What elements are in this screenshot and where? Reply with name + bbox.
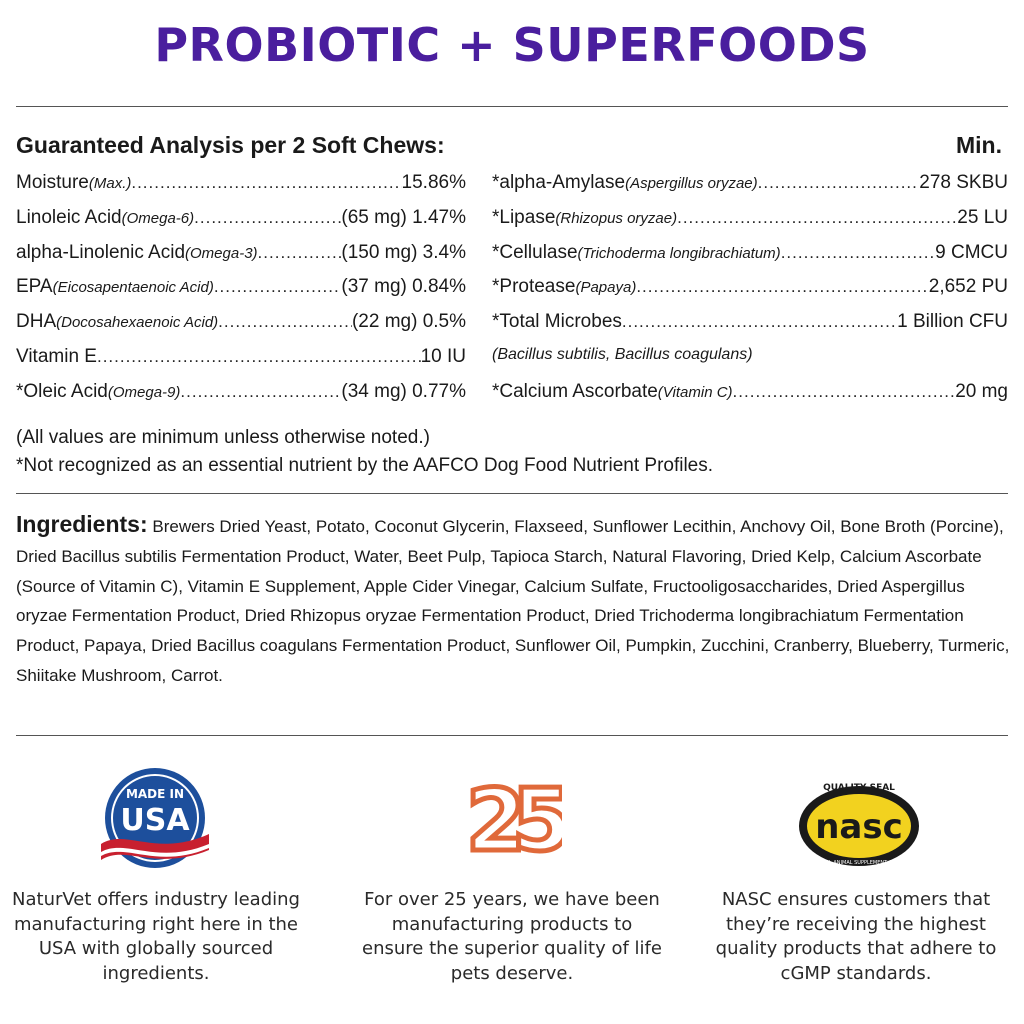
analysis-row: [492, 311, 1008, 346]
nutrient-value: 278 SKBU: [919, 172, 1008, 193]
nutrient-name: Linoleic Acid: [16, 206, 122, 228]
nutrient-name: *Oleic Acid: [16, 380, 108, 402]
divider: [16, 735, 1008, 736]
nasc-quality-seal: [796, 778, 922, 875]
note-minimum: (All values are minimum unless otherwise noted.): [16, 427, 430, 448]
nutrient-value: 10 IU: [420, 345, 466, 367]
nasc-caption: NASC ensures customers that they’re receiving the highest quality products that adhere to cGMP standards.: [715, 889, 997, 984]
analysis-row: [492, 381, 1008, 416]
nutrient-name: *alpha-Amylase: [492, 172, 626, 193]
usa-text: USA: [120, 803, 190, 838]
nutrient-value: (22 mg) 0.5%: [351, 311, 466, 333]
leader-dots: [758, 173, 920, 193]
leader-dots: [218, 312, 352, 332]
nasc-text: nasc: [815, 807, 903, 847]
leader-dots: [131, 173, 401, 193]
microbe-species: (Bacillus subtilis, Bacillus coagulans): [492, 345, 753, 363]
analysis-row: [492, 276, 1008, 311]
analysis-row: [16, 346, 466, 381]
nutrient-qualifier: (Eicosapentaenoic Acid): [52, 279, 214, 297]
nutrient-value: 1 Billion CFU: [897, 311, 1008, 333]
ingredients-text: Brewers Dried Yeast, Potato, Coconut Glycerin, Flaxseed, Sunflower Lecithin, Anchovy Oil, Bone Broth (Porcine), Dried Bacillus subtilis Fermentation Product, Water, Beet Pulp, Tapioca Starch, Natural Flavoring, Dried Kelp, Calcium Ascorbate (Source of Vitamin C), Vitamin E Supplement, Apple Cider Vinegar, Calcium Sulfate, Fructooligosaccharides, Dried Aspergillus oryzae Fermentation Product, Dried Rhizopus oryzae Fermentation Product, Dried Trichoderma longibrachiatum Fermentation Product, Papaya, Dried Bacillus coagulans Fermentation Product, Sunflower Oil, Pumpkin, Zucchini, Cranberry, Blueberry, Turmeric, Shiitake Mushroom, Carrot.: [16, 517, 1010, 685]
leader-dots: [214, 277, 342, 297]
ingredients-block: [16, 510, 1012, 691]
analysis-row: [16, 207, 466, 242]
nutrient-value: 2,652 PU: [928, 276, 1008, 298]
leader-dots: [677, 208, 957, 228]
analysis-row: [492, 242, 1008, 277]
note-aafco: *Not recognized as an essential nutrient by the AAFCO Dog Food Nutrient Profiles.: [16, 455, 714, 476]
analysis-row: [16, 276, 466, 311]
nutrient-value: 20 mg: [955, 380, 1008, 402]
leader-dots: [636, 277, 928, 297]
analysis-row: [16, 381, 466, 416]
25-years-badge: [462, 760, 562, 875]
analysis-row: [492, 172, 1008, 207]
nutrient-name: DHA: [16, 311, 57, 333]
years-number: 25: [466, 771, 558, 870]
nutrient-value: (37 mg) 0.84%: [341, 276, 466, 298]
nutrient-qualifier: (Docosahexaenoic Acid): [56, 314, 219, 332]
analysis-row: [16, 311, 466, 346]
nutrient-name: *Lipase: [492, 206, 556, 228]
min-label: Min.: [956, 132, 1002, 158]
leader-dots: [180, 382, 341, 402]
nutrient-name: *Calcium Ascorbate: [492, 380, 658, 402]
nutrient-value: 15.86%: [401, 172, 466, 193]
nutrient-qualifier: (Trichoderma longibrachiatum): [577, 244, 781, 262]
nutrient-name: EPA: [16, 276, 53, 298]
divider: [16, 106, 1008, 107]
analysis-left-column: [16, 172, 466, 416]
nutrient-value: 9 CMCU: [935, 241, 1008, 263]
leader-dots: [258, 243, 342, 263]
nasc-council-text: NATIONAL ANIMAL SUPPLEMENT COUNCIL: [806, 860, 912, 866]
nutrient-name: *Total Microbes: [492, 311, 622, 333]
leader-dots: [97, 347, 421, 367]
made-in-usa-badge: [96, 766, 214, 879]
usa-caption: NaturVet offers industry leading manufacturing right here in the USA with globally sourced ingredients.: [12, 889, 300, 984]
nutrient-value: (34 mg) 0.77%: [341, 380, 466, 402]
nutrient-value: (65 mg) 1.47%: [341, 206, 466, 228]
leader-dots: [194, 208, 341, 228]
nutrient-qualifier: (Rhizopus oryzae): [555, 209, 678, 227]
nutrient-value: 25 LU: [957, 206, 1008, 228]
quality-seal-text: QUALITY SEAL: [823, 783, 895, 793]
nutrient-name: Moisture: [16, 172, 89, 193]
nutrient-value: (150 mg) 3.4%: [341, 241, 466, 263]
nutrient-name: Vitamin E: [16, 345, 97, 367]
analysis-row: [16, 172, 466, 207]
nasc-seal-icon: [796, 778, 922, 870]
leader-dots: [622, 312, 897, 332]
analysis-heading: Guaranteed Analysis per 2 Soft Chews:: [16, 132, 445, 158]
page-title: PROBIOTIC + SUPERFOODS: [154, 18, 870, 72]
nutrient-qualifier: (Max.): [88, 175, 132, 192]
nutrient-qualifier: (Aspergillus oryzae): [625, 175, 758, 192]
nutrient-name: alpha-Linolenic Acid: [16, 241, 186, 263]
analysis-row: [492, 207, 1008, 242]
years-caption: For over 25 years, we have been manufacturing products to ensure the superior quality of life pets deserve.: [362, 889, 662, 984]
nutrient-name: *Cellulase: [492, 241, 578, 263]
nutrient-name: *Protease: [492, 276, 576, 298]
made-in-text: MADE IN: [125, 787, 185, 801]
divider: [16, 493, 1008, 494]
nutrient-qualifier: (Omega-6): [121, 209, 195, 227]
analysis-notes: [16, 424, 713, 480]
nutrient-qualifier: (Omega-9): [107, 383, 181, 401]
ingredients-label: Ingredients:: [16, 511, 148, 537]
usa-seal-icon: [96, 766, 214, 874]
nutrient-qualifier: (Omega-3): [185, 244, 258, 262]
analysis-right-column: [492, 172, 1008, 416]
nutrient-qualifier: (Papaya): [575, 279, 637, 297]
leader-dots: [733, 382, 956, 402]
25-years-icon: [462, 760, 562, 870]
nutrient-qualifier: (Vitamin C): [657, 383, 733, 401]
leader-dots: [781, 243, 935, 263]
analysis-row: [16, 242, 466, 277]
